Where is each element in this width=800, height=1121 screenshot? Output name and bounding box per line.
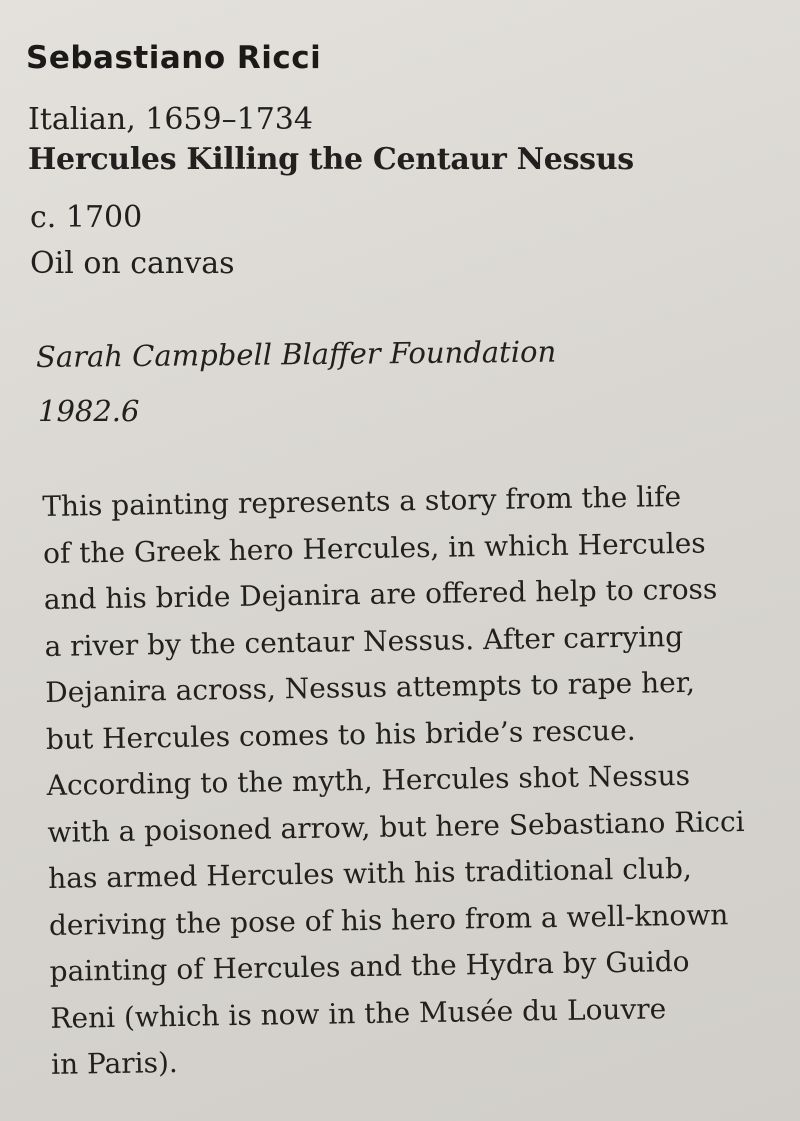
- description-line: in Paris).: [50, 1045, 179, 1081]
- description-line: According to the myth, Hercules shot Nessus: [46, 758, 691, 802]
- artwork-title: Hercules Killing the Centaur Nessus: [28, 142, 634, 177]
- description-line: has armed Hercules with his traditional club,: [47, 851, 693, 895]
- artwork-medium: Oil on canvas: [30, 246, 235, 281]
- artist-nationality-dates: Italian, 1659–1734: [28, 102, 313, 137]
- description-line: and his bride Dejanira are offered help to cross: [43, 572, 718, 616]
- description-line: Dejanira across, Nessus attempts to rape her,: [45, 665, 696, 709]
- description-line: deriving the pose of his hero from a well-known: [48, 897, 729, 942]
- artist-name: Sebastiano Ricci: [26, 40, 322, 76]
- credit-line: Sarah Campbell Blaffer Foundation: [35, 334, 557, 374]
- description-line: Reni (which is now in the Musée du Louvre: [50, 991, 667, 1035]
- description-paragraph: [42, 472, 791, 1088]
- description-line: of the Greek hero Hercules, in which Hercules: [42, 526, 706, 570]
- artwork-date: c. 1700: [30, 200, 143, 235]
- accession-number: 1982.6: [38, 394, 140, 428]
- description-line: This painting represents a story from the life: [42, 479, 682, 523]
- description-line: a river by the centaur Nessus. After carrying: [44, 619, 684, 663]
- description-line: with a poisoned arrow, but here Sebastiano Ricci: [47, 804, 745, 849]
- description-line: but Hercules comes to his bride’s rescue.: [45, 713, 636, 756]
- description-line: painting of Hercules and the Hydra by Guido: [49, 944, 690, 988]
